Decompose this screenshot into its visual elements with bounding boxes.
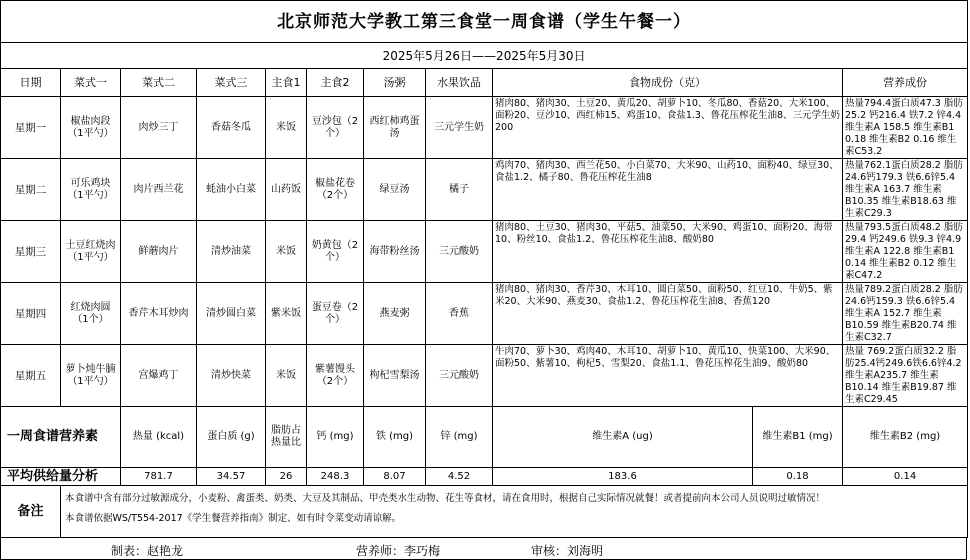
soup: 枸杞雪梨汤 bbox=[364, 345, 426, 407]
day-label: 星期五 bbox=[1, 345, 61, 407]
footer-maker: 制表：赵艳龙 bbox=[111, 544, 184, 558]
header-dish1: 菜式一 bbox=[61, 69, 121, 97]
dish3: 蚝油小白菜 bbox=[197, 159, 266, 221]
day-label: 星期一 bbox=[1, 97, 61, 159]
nutrition: 热量789.2蛋白质28.2 脂肪 24.6钙159.3 铁6.6锌5.4 维生素A 152.7 维生素B10.59 维生素B20.74 维生素C32.7 bbox=[843, 283, 968, 345]
soup: 燕麦粥 bbox=[364, 283, 426, 345]
dish3: 清炒油菜 bbox=[197, 221, 266, 283]
fruit: 三元学生奶 bbox=[426, 97, 493, 159]
average-iron: 8.07 bbox=[364, 468, 426, 486]
average-zinc: 4.52 bbox=[426, 468, 493, 486]
staple2: 椒盐花卷（2个） bbox=[307, 159, 364, 221]
nutrition: 热量762.1蛋白质28.2 脂肪 24.6钙179.3 铁6.6锌5.4 维生素A 163.7 维生素B10.35 维生素B18.63 维生素C29.3 bbox=[843, 159, 968, 221]
header-staple1: 主食1 bbox=[266, 69, 307, 97]
average-vita: 183.6 bbox=[493, 468, 753, 486]
fruit: 香蕉 bbox=[426, 283, 493, 345]
dish3: 清炒快菜 bbox=[197, 345, 266, 407]
nutrition: 热量794.4蛋白质47.3 脂肪 25.2 钙216.4 铁7.2 锌4.4 维生素A 158.5 维生素B1 0.18 维生素B2 0.16 维生素C53.2 bbox=[843, 97, 968, 159]
dish1: 土豆红烧肉（1平勺） bbox=[61, 221, 121, 283]
notes-row bbox=[1, 486, 968, 538]
ingredients: 鸡肉70、猪肉30、西兰花50、小白菜70、大米90、山药10、面粉40、绿豆30、食盐1.2、橘子80、鲁花压榨花生油8 bbox=[493, 159, 843, 221]
day-row-monday bbox=[1, 97, 968, 159]
average-protein: 34.57 bbox=[197, 468, 266, 486]
fruit: 三元酸奶 bbox=[426, 221, 493, 283]
staple1: 米饭 bbox=[266, 345, 307, 407]
header-dish2: 菜式二 bbox=[121, 69, 197, 97]
staple1: 米饭 bbox=[266, 97, 307, 159]
average-vitb1: 0.18 bbox=[753, 468, 843, 486]
staple1: 山药饭 bbox=[266, 159, 307, 221]
staple2: 紫薯馒头（2个） bbox=[307, 345, 364, 407]
day-label: 星期三 bbox=[1, 221, 61, 283]
ingredients: 猪肉80、土豆30、猪肉30、平菇5、油菜50、大米90、鸡蛋10、面粉20、海带10、粉丝10、食盐1.2、鲁花压榨花生油8、酸奶80 bbox=[493, 221, 843, 283]
table-header bbox=[1, 69, 968, 97]
staple2: 奶黄包（2个） bbox=[307, 221, 364, 283]
header-nutrition: 营养成份 bbox=[843, 69, 968, 97]
notes-allergen: 本食谱中含有部分过敏源成分，小麦粉、禽蛋类、奶类、大豆及其制品、甲壳类水生动物、花生等食材，请在食用时，根据自己实际情况就餐！或者提前向本公司人员说明过敏情况！ bbox=[65, 492, 826, 504]
nutrition: 热量 769.2蛋白质32.2 脂肪25.4钙249.6铁6.6锌4.2 维生素A235.7 维生素B10.14 维生素B19.87 维生素C29.45 bbox=[843, 345, 968, 407]
average-vitb2: 0.14 bbox=[843, 468, 968, 486]
notes-standard: 本食谱依据WS/T554-2017《学生餐营养指南》制定、如有时令菜变动请谅解。 bbox=[65, 512, 402, 524]
average-row bbox=[1, 468, 968, 486]
ingredients: 猪肉80、猪肉30、土豆20、黄瓜20、胡萝卜10、冬瓜80、香菇20、大米100、面粉20、豆沙10、西红柿15、鸡蛋10、食盐1.3、鲁花压榨花生油8、三元学生奶200 bbox=[493, 97, 843, 159]
dish2: 肉片西兰花 bbox=[121, 159, 197, 221]
dish1: 可乐鸡块（1平勺） bbox=[61, 159, 121, 221]
dish1: 椒盐肉段（1平勺） bbox=[61, 97, 121, 159]
staple2: 豆沙包（2个） bbox=[307, 97, 364, 159]
weekly-nutrient-header bbox=[1, 407, 968, 468]
staple1: 米饭 bbox=[266, 221, 307, 283]
day-row-tuesday bbox=[1, 159, 968, 221]
ingredients: 猪肉80、猪肉30、香芹30、木耳10、圆白菜50、面粉50、红豆10、牛奶5、紫米20、大米90、燕麦30、食盐1.2、鲁花压榨花生油8、香蕉120 bbox=[493, 283, 843, 345]
weekly-label: 一周食谱营养素 bbox=[1, 407, 121, 468]
average-calcium: 248.3 bbox=[307, 468, 364, 486]
day-label: 星期四 bbox=[1, 283, 61, 345]
day-row-thursday bbox=[1, 283, 968, 345]
notes-label: 备注 bbox=[1, 486, 61, 538]
weekly-zinc: 锌 (mg) bbox=[426, 407, 493, 468]
dish2: 肉炒三丁 bbox=[121, 97, 197, 159]
header-fruit: 水果饮品 bbox=[426, 69, 493, 97]
dish2: 宫爆鸡丁 bbox=[121, 345, 197, 407]
staple2: 蛋豆卷（2个） bbox=[307, 283, 364, 345]
footer-dietitian: 营养师：李巧梅 bbox=[356, 544, 441, 558]
footer-reviewer: 审核：刘海明 bbox=[531, 544, 604, 558]
nutrition: 热量793.5蛋白质48.2 脂肪 29.4 钙249.6 铁9.3 锌4.9 维生素A 122.8 维生素B1 0.14 维生素B2 0.12 维生素C47.2 bbox=[843, 221, 968, 283]
staple1: 紫米饭 bbox=[266, 283, 307, 345]
fruit: 三元酸奶 bbox=[426, 345, 493, 407]
dish3: 香菇冬瓜 bbox=[197, 97, 266, 159]
weekly-iron: 铁 (mg) bbox=[364, 407, 426, 468]
day-row-wednesday bbox=[1, 221, 968, 283]
dish3: 清炒圆白菜 bbox=[197, 283, 266, 345]
weekly-vitb1: 维生素B1 (mg) bbox=[753, 407, 843, 468]
header-dish3: 菜式三 bbox=[197, 69, 266, 97]
dish1: 红烧肉圆（1个） bbox=[61, 283, 121, 345]
soup: 绿豆汤 bbox=[364, 159, 426, 221]
average-label: 平均供给量分析 bbox=[1, 468, 121, 486]
dish2: 香芹木耳炒肉 bbox=[121, 283, 197, 345]
page-title: 北京师范大学教工第三食堂一周食谱（学生午餐一） bbox=[1, 1, 968, 43]
header-date: 日期 bbox=[1, 69, 61, 97]
weekly-vitb2: 维生素B2 (mg) bbox=[843, 407, 968, 468]
day-row-friday bbox=[1, 345, 968, 407]
soup: 西红柿鸡蛋汤 bbox=[364, 97, 426, 159]
weekly-calcium: 钙 (mg) bbox=[307, 407, 364, 468]
header-soup: 汤粥 bbox=[364, 69, 426, 97]
dish1: 萝卜炖牛腩（1平勺） bbox=[61, 345, 121, 407]
notes-body bbox=[61, 486, 968, 538]
day-label: 星期二 bbox=[1, 159, 61, 221]
signature-footer bbox=[0, 538, 967, 560]
weekly-fat-ratio: 脂肪占热量比 bbox=[266, 407, 307, 468]
dish2: 鲜蘑肉片 bbox=[121, 221, 197, 283]
average-fat-ratio: 26 bbox=[266, 468, 307, 486]
weekly-protein: 蛋白质 (g) bbox=[197, 407, 266, 468]
soup: 海带粉丝汤 bbox=[364, 221, 426, 283]
date-range: 2025年5月26日——2025年5月30日 bbox=[1, 43, 968, 69]
average-energy: 781.7 bbox=[121, 468, 197, 486]
weekly-vita: 维生素A (ug) bbox=[493, 407, 753, 468]
ingredients: 牛肉70、萝卜30、鸡肉40、木耳10、胡萝卜10、黄瓜10、快菜100、大米90、面粉50、紫薯10、枸杞5、雪梨20、食盐1.1、鲁花压榨花生油9、酸奶80 bbox=[493, 345, 843, 407]
header-ingredients: 食物成份（克） bbox=[493, 69, 843, 97]
fruit: 橘子 bbox=[426, 159, 493, 221]
weekly-energy: 热量 (kcal) bbox=[121, 407, 197, 468]
header-staple2: 主食2 bbox=[307, 69, 364, 97]
